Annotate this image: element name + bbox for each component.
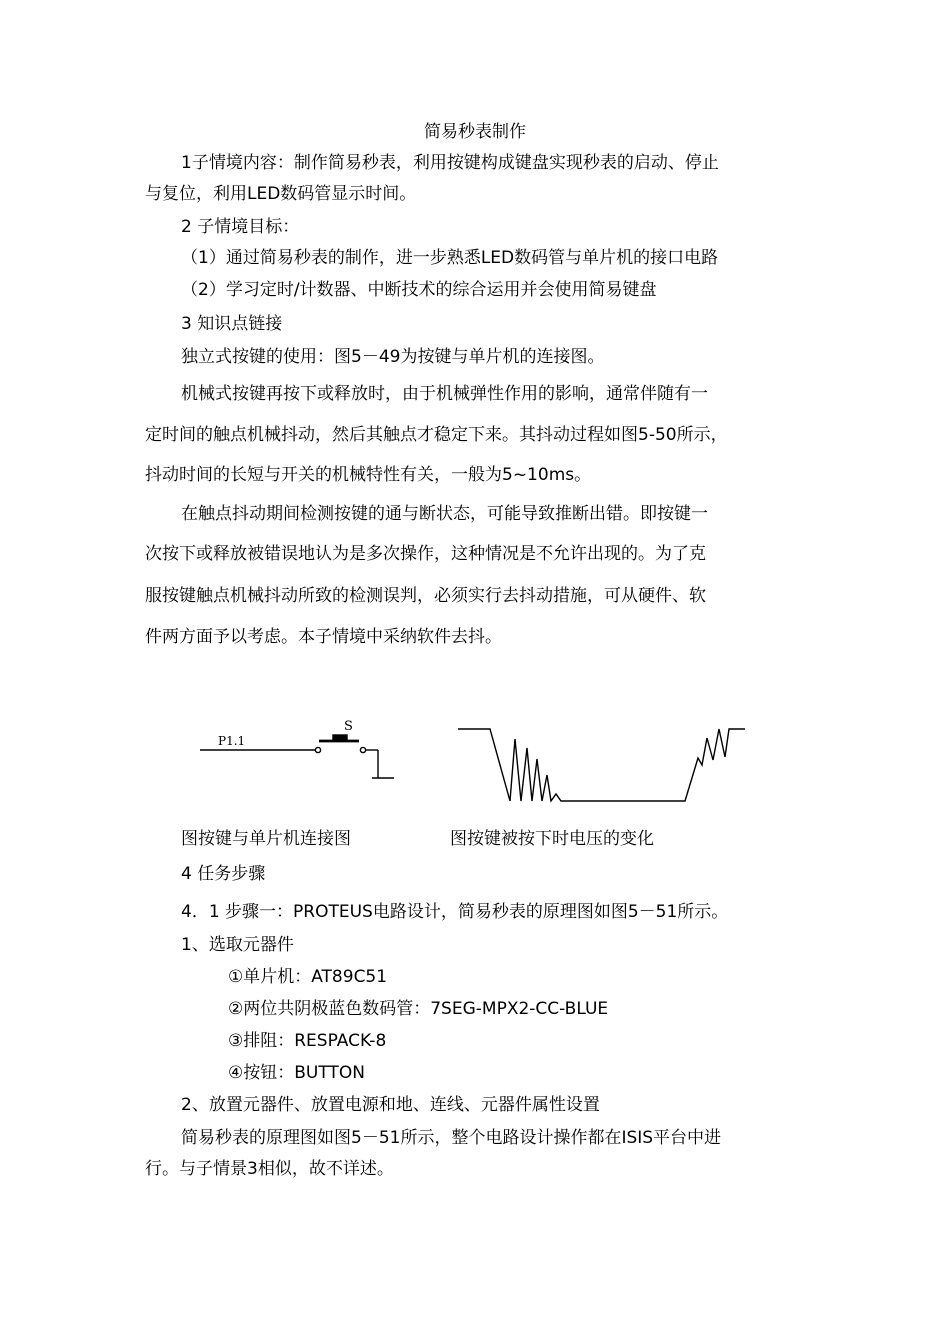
switch-button-cap: [333, 735, 347, 740]
section-steps-heading: 4 任务步骤: [181, 864, 266, 884]
component-item: ①单片机：AT89C51: [228, 967, 388, 987]
section-knowledge-heading: 3 知识点链接: [181, 314, 283, 334]
switch-contact-right: [360, 747, 365, 752]
component-item: ③排阻：RESPACK-8: [228, 1031, 387, 1051]
step-place-components: 2、放置元器件、放置电源和地、连线、元器件属性设置: [181, 1095, 600, 1115]
paragraph-debounce-line2: 次按下或释放被错误地认为是多次操作，这种情况是不允许出现的。为了克: [145, 544, 706, 564]
paragraph-debounce-line3: 服按键触点机械抖动所致的检测误判，必须实行去抖动措施，可从硬件、软: [145, 586, 706, 606]
paragraph-bounce-line1: 机械式按键再按下或释放时，由于机械弹性作用的影响，通常伴随有一: [181, 384, 708, 404]
paragraph-schematic-line1: 简易秒表的原理图如图5－51所示，整个电路设计操作都在ISIS平台中进: [181, 1128, 722, 1148]
figure-caption-left: 图按键与单片机连接图: [181, 829, 351, 849]
goal-item-2: （2）学习定时/计数器、中断技术的综合运用并会使用简易键盘: [181, 280, 657, 300]
paragraph-debounce-line4: 件两方面予以考虑。本子情境中采纳软件去抖。: [145, 627, 502, 647]
switch-label-s: S: [344, 719, 353, 734]
voltage-bounce-waveform: [458, 729, 745, 801]
component-item: ④按钮：BUTTON: [228, 1063, 365, 1083]
step-select-components: 1、选取元器件: [181, 935, 294, 955]
step-one-paragraph: 4．1 步骤一：PROTEUS电路设计，简易秒表的原理图如图5－51所示。: [181, 902, 729, 922]
switch-contact-left: [315, 747, 320, 752]
figure-caption-right: 图按键被按下时电压的变化: [450, 829, 654, 849]
paragraph-content-line1: 1子情境内容：制作简易秒表，利用按键构成键盘实现秒表的启动、停止: [181, 153, 719, 173]
document-title: 简易秒表制作: [424, 122, 526, 142]
paragraph-button-usage: 独立式按键的使用：图5－49为按键与单片机的连接图。: [181, 347, 605, 367]
paragraph-content-line2: 与复位，利用LED数码管显示时间。: [145, 184, 417, 204]
component-item: ②两位共阴极蓝色数码管：7SEG-MPX2-CC-BLUE: [228, 999, 609, 1019]
paragraph-bounce-line2: 定时间的触点机械抖动，然后其触点才稳定下来。其抖动过程如图5-50所示，: [145, 425, 728, 445]
pin-label-p11: P1.1: [218, 734, 246, 748]
paragraph-schematic-line2: 行。与子情景3相似，故不详述。: [145, 1159, 394, 1179]
paragraph-debounce-line1: 在触点抖动期间检测按键的通与断状态，可能导致推断出错。即按键一: [181, 504, 708, 524]
section-goals-heading: 2 子情境目标：: [181, 217, 300, 237]
paragraph-bounce-line3: 抖动时间的长短与开关的机械特性有关，一般为5~10ms。: [145, 465, 592, 485]
figure-diagrams: [0, 700, 950, 820]
goal-item-1: （1）通过简易秒表的制作，进一步熟悉LED数码管与单片机的接口电路: [181, 248, 719, 268]
